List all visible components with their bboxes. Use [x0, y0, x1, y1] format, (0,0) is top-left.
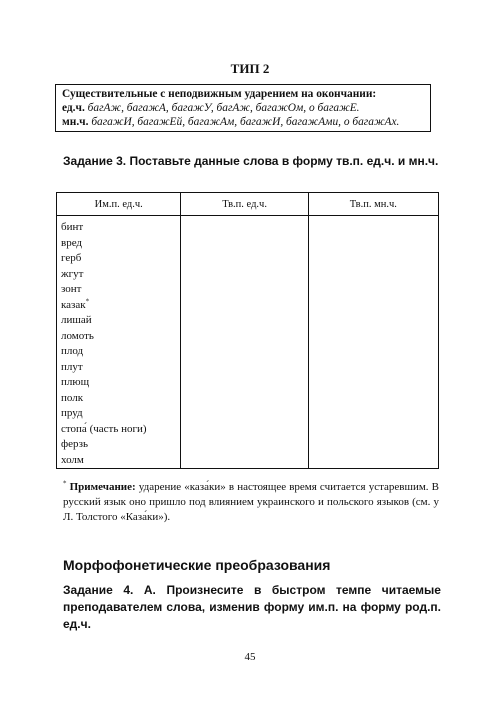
- task-3-text: Поставьте данные слова в форму тв.п. ед.ч. и мн.ч.: [129, 154, 439, 168]
- task-4: [63, 582, 441, 633]
- word-item: казак: [61, 298, 86, 311]
- task-3: [63, 153, 443, 169]
- singular-forms: багАж, багажА, багажУ, багАж, багажОм, о багажЕ.: [87, 102, 360, 114]
- rule-singular: [62, 101, 424, 115]
- footnote-marker: *: [85, 296, 90, 305]
- task-4-label: Задание 4. А.: [63, 583, 156, 597]
- word-item-footnoted: [61, 298, 180, 314]
- word-item: лишай: [61, 314, 92, 326]
- word-item: плющ: [61, 376, 90, 388]
- section-title: Морфофонетические преобразования: [63, 557, 331, 573]
- word-list: [57, 216, 180, 468]
- footnote: [63, 480, 439, 525]
- word-item: плод: [61, 345, 84, 357]
- word-item: пруд: [61, 407, 83, 419]
- rule-box: [55, 84, 431, 132]
- word-item: вред: [61, 236, 83, 249]
- word-item: ферзь: [61, 438, 89, 450]
- word-item: бинт: [61, 221, 84, 233]
- footnote-marker: *: [63, 479, 67, 488]
- header-nominative-sg: Им.п. ед.ч.: [57, 193, 181, 216]
- table-header-row: [57, 193, 439, 216]
- plural-label: мн.ч.: [62, 116, 89, 128]
- note-label: Примечание:: [69, 481, 136, 493]
- word-item: герб: [61, 252, 82, 264]
- header-instrumental-sg: Тв.п. ед.ч.: [181, 193, 308, 216]
- instrumental-sg-column: [181, 216, 308, 469]
- type-title: ТИП 2: [230, 61, 270, 76]
- rule-heading: Существительные с неподвижным ударением на окончании:: [62, 88, 377, 100]
- word-item: холм: [61, 453, 84, 466]
- word-item: зонт: [61, 283, 82, 295]
- word-item: жгут: [61, 267, 84, 280]
- word-item: полк: [61, 391, 84, 404]
- word-item: плут: [61, 360, 83, 373]
- word-item: стопа́ (часть ноги): [61, 422, 147, 435]
- rule-plural: [62, 115, 424, 129]
- instrumental-pl-column: [308, 216, 438, 469]
- singular-label: ед.ч.: [62, 102, 85, 114]
- page-number: 45: [244, 651, 256, 663]
- declension-table: [56, 192, 439, 469]
- word-item: ломоть: [61, 329, 94, 342]
- task-4-text: Произнесите в быстром темпе читаемые преподавателем слова, изменив форму им.п. на форму род.п. ед.ч.: [63, 583, 441, 631]
- note-text: ударение «каза́ки» в настоящее время считается устаревшим. В русский язык оно пришло под влиянием украинского и польского языков (см. у Л. Толстого «Каза́ки»).: [63, 481, 440, 523]
- plural-forms: багажИ, багажЕй, багажАм, багажИ, багажАми, о багажАх.: [91, 116, 400, 128]
- table-body-row: [57, 216, 439, 469]
- header-instrumental-pl: Тв.п. мн.ч.: [308, 193, 438, 216]
- word-column: [57, 216, 181, 469]
- task-3-label: Задание 3.: [63, 154, 127, 168]
